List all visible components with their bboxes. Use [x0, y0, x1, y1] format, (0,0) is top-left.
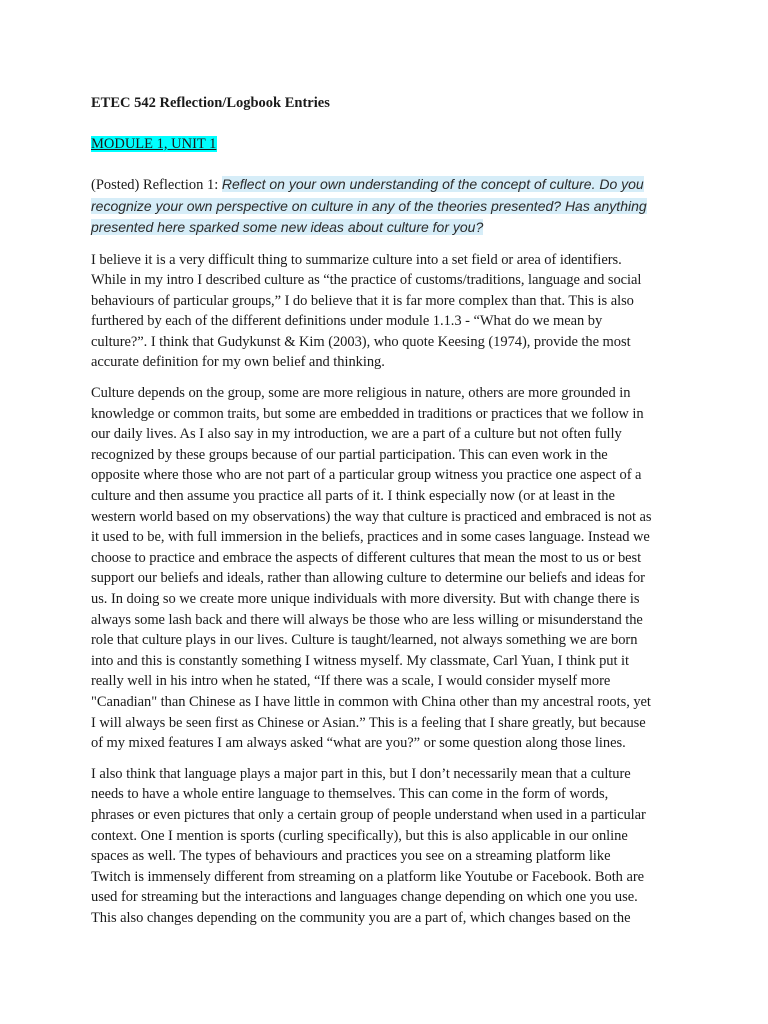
document-page — [91, 92, 673, 929]
reflection-lead: (Posted) Reflection 1: — [91, 177, 222, 193]
paragraph-line: knowledge or common traits, but some are embedded in traditions or practices that we follow in — [91, 405, 644, 422]
paragraph-line: of my mixed features I am always asked “what are you?” or some question along those lines. — [91, 735, 626, 752]
paragraph-line: western world based on my observations) the way that culture is practiced and embraced is not as — [91, 508, 652, 525]
paragraph-line: support our beliefs and ideals, rather than allowing culture to determine our beliefs and ideas for — [91, 570, 645, 587]
module-heading-label: MODULE 1, UNIT 1 — [91, 136, 217, 152]
paragraph-line: spaces as well. The types of behaviours and practices you see on a streaming platform like — [91, 848, 611, 865]
reflection-question-line: Reflect on your own understanding of the concept of culture. Do you — [221, 176, 644, 192]
paragraph-line: "Canadian" than Chinese as I have little in common with China other than my ancestral roots, yet — [91, 693, 651, 710]
paragraph-line: recognized by these groups because of our partial participation. This can even work in the — [91, 446, 608, 463]
paragraph-line: always some lash back and there will always be those who are less willing or misunderstand the — [91, 611, 643, 628]
paragraph-line: This also changes depending on the community you are a part of, which changes based on the — [91, 909, 631, 926]
paragraph-line: I will always be seen first as Chinese or Asian.” This is a feeling that I share greatly, but because — [91, 714, 646, 731]
paragraph-line: Culture depends on the group, some are more religious in nature, others are more grounded in — [91, 385, 631, 402]
module-heading — [91, 134, 673, 154]
paragraph-line: behaviours of particular groups,” I do believe that it is far more complex than that. This is also — [91, 292, 634, 309]
reflection-question-line: presented here sparked some new ideas about culture for you? — [91, 219, 484, 235]
paragraph-line: culture and then assume you practice all parts of it. I think especially now (or at least in the — [91, 488, 615, 505]
paragraph-line: culture?”. I think that Gudykunst & Kim (2003), who quote Keesing (1974), provide the most — [91, 333, 631, 350]
body-paragraph-2 — [91, 383, 673, 754]
paragraph-line: I believe it is a very difficult thing to summarize culture into a set field or area of identifiers. — [91, 251, 622, 268]
paragraph-line: context. One I mention is sports (curling specifically), but this is also applicable in our online — [91, 827, 628, 844]
reflection-prompt — [91, 174, 673, 239]
paragraph-line: really well in his intro when he stated, “If there was a scale, I would consider myself more — [91, 673, 611, 690]
body-paragraph-3 — [91, 764, 673, 929]
document-title: ETEC 542 Reflection/Logbook Entries — [91, 95, 330, 111]
reflection-question-line: recognize your own perspective on culture in any of the theories presented? Has anything — [91, 197, 647, 214]
paragraph-line: Twitch is immensely different from streaming on a platform like Youtube or Facebook. Both are — [91, 868, 645, 885]
paragraph-line: us. In doing so we create more unique individuals with more diversity. But with change there is — [91, 591, 640, 607]
paragraph-line: our daily lives. As I also say in my introduction, we are a part of a culture but not often fully — [91, 426, 622, 443]
paragraph-line: phrases or even pictures that only a certain group of people understand when used in a particular — [91, 806, 646, 823]
paragraph-line: needs to have a whole entire language to themselves. This can come in the form of words, — [91, 786, 609, 803]
paragraph-line: into and this is constantly something I witness myself. My classmate, Carl Yuan, I think put it — [91, 652, 630, 669]
paragraph-line: it used to be, with full immersion in the beliefs, practices and in some cases language. Instead we — [91, 529, 650, 546]
paragraph-line: accurate definition for my own belief and thinking. — [91, 354, 385, 371]
paragraph-line: furthered by each of the different definitions under module 1.1.3 - “What do we mean by — [91, 313, 603, 330]
paragraph-line: I also think that language plays a major part in this, but I don’t necessarily mean that a culture — [91, 765, 631, 782]
paragraph-line: role that culture plays in our lives. Culture is taught/learned, not always something we are born — [91, 632, 638, 649]
paragraph-line: opposite where those who are not part of a particular group witness you practice one aspect of a — [91, 467, 642, 484]
body-paragraph-1 — [91, 250, 673, 374]
paragraph-line: used for streaming but the interactions and languages change depending on which one you use. — [91, 889, 638, 906]
paragraph-line: choose to practice and embrace the aspects of different cultures that mean the most to us or best — [91, 549, 642, 566]
paragraph-line: While in my intro I described culture as “the practice of customs/traditions, language and social — [91, 272, 642, 289]
